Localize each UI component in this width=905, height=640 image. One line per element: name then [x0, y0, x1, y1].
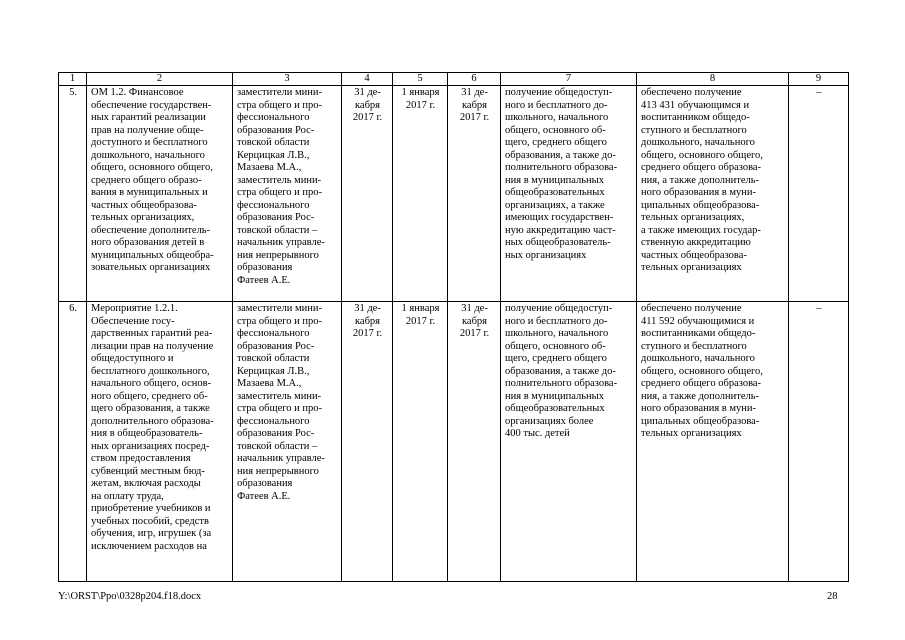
planned-end-date: 31 де- кабря 2017 г.	[342, 86, 393, 302]
column-number: 6	[448, 73, 501, 86]
expected-result: получение общедоступ- ного и бесплатного до- школьного, начального общего, основного об- щего, среднего общего образования, а также до- полнительного образова- ния в муниципальных общеобразовательных организациях, а также имеющих государствен- ную аккредитацию част- ных общеобразователь- ных организациях	[501, 86, 637, 302]
table-row	[59, 86, 849, 302]
actual-end-date: 31 де- кабря 2017 г.	[448, 86, 501, 302]
measure-name: ОМ 1.2. Финансовое обеспечение государствен- ных гарантий реализации прав на получение обще- доступного и бесплатного дошкольного, начального общего, основного общего, среднего общего образо- вания в муниципальных и частных общеобразова- тельных организациях, обеспечение дополнитель- ного образования детей в муниципальных общеобра- зовательных организациях	[87, 86, 233, 302]
actual-start-date: 1 января 2017 г.	[393, 302, 448, 582]
column-number: 8	[637, 73, 789, 86]
expected-result: получение общедоступ- ного и бесплатного до- школьного, начального общего, основного об- щего, среднего общего образования, а также до- полнительного образова- ния в муниципальных общеобразовательных организациях более 400 тыс. детей	[501, 302, 637, 582]
responsible-executor: заместители мини- стра общего и про- фессионального образования Рос- товской области Керцицкая Л.В., Мазаева М.А., заместитель мини- стра общего и про- фессионального образования Рос- товской области – начальник управле- ния непрерывного образования Фатеев А.Е.	[233, 302, 342, 582]
column-number: 1	[59, 73, 87, 86]
column-number: 4	[342, 73, 393, 86]
column-number: 9	[789, 73, 849, 86]
responsible-executor: заместители мини- стра общего и про- фессионального образования Рос- товской области Керцицкая Л.В., Мазаева М.А., заместитель мини- стра общего и про- фессионального образования Рос- товской области – начальник управле- ния непрерывного образования Фатеев А.Е.	[233, 86, 342, 302]
actual-end-date: 31 де- кабря 2017 г.	[448, 302, 501, 582]
measure-name: Мероприятие 1.2.1. Обеспечение госу- дарственных гарантий реа- лизации прав на получение общедоступного и бесплатного дошкольного, начального общего, основ- ного общего, среднего об- щего образования, а также дополнительного образова- ния в общеобразователь- ных организациях посред- ством предоставления субвенций местным бюд- жетам, включая расходы на оплату труда, приобретение учебников и учебных пособий, средств обучения, игр, игрушек (за исключением расходов на	[87, 302, 233, 582]
note: –	[789, 86, 849, 302]
column-number: 5	[393, 73, 448, 86]
column-number: 3	[233, 73, 342, 86]
row-number: 5.	[59, 86, 87, 302]
row-number: 6.	[59, 302, 87, 582]
actual-result: обеспечено получение 411 592 обучающимися и воспитанниками общедо- ступного и бесплатного дошкольного, начального общего, основного общего, среднего общего образова- ния, а также дополнитель- ного образования в муни- ципальных общеобразова- тельных организациях	[637, 302, 789, 582]
file-path-footer: Y:\ORST\Ppo\0328p204.f18.docx	[58, 591, 202, 602]
note: –	[789, 302, 849, 582]
column-number: 2	[87, 73, 233, 86]
column-number: 7	[501, 73, 637, 86]
actual-start-date: 1 января 2017 г.	[393, 86, 448, 302]
actual-result: обеспечено получение 413 431 обучающимся и воспитанником общедо- ступного и бесплатного дошкольного, начального общего, основного общего, среднего общего образова- ния, а также дополнитель- ного образования в муни- ципальных общеобразова- тельных организациях, а также имеющих государ- ственную аккредитацию частных общеобразова- тельных организациях	[637, 86, 789, 302]
plan-table	[58, 72, 849, 582]
page-number: 28	[827, 591, 838, 602]
table-row	[59, 302, 849, 582]
column-number-row	[59, 73, 849, 86]
planned-end-date: 31 де- кабря 2017 г.	[342, 302, 393, 582]
